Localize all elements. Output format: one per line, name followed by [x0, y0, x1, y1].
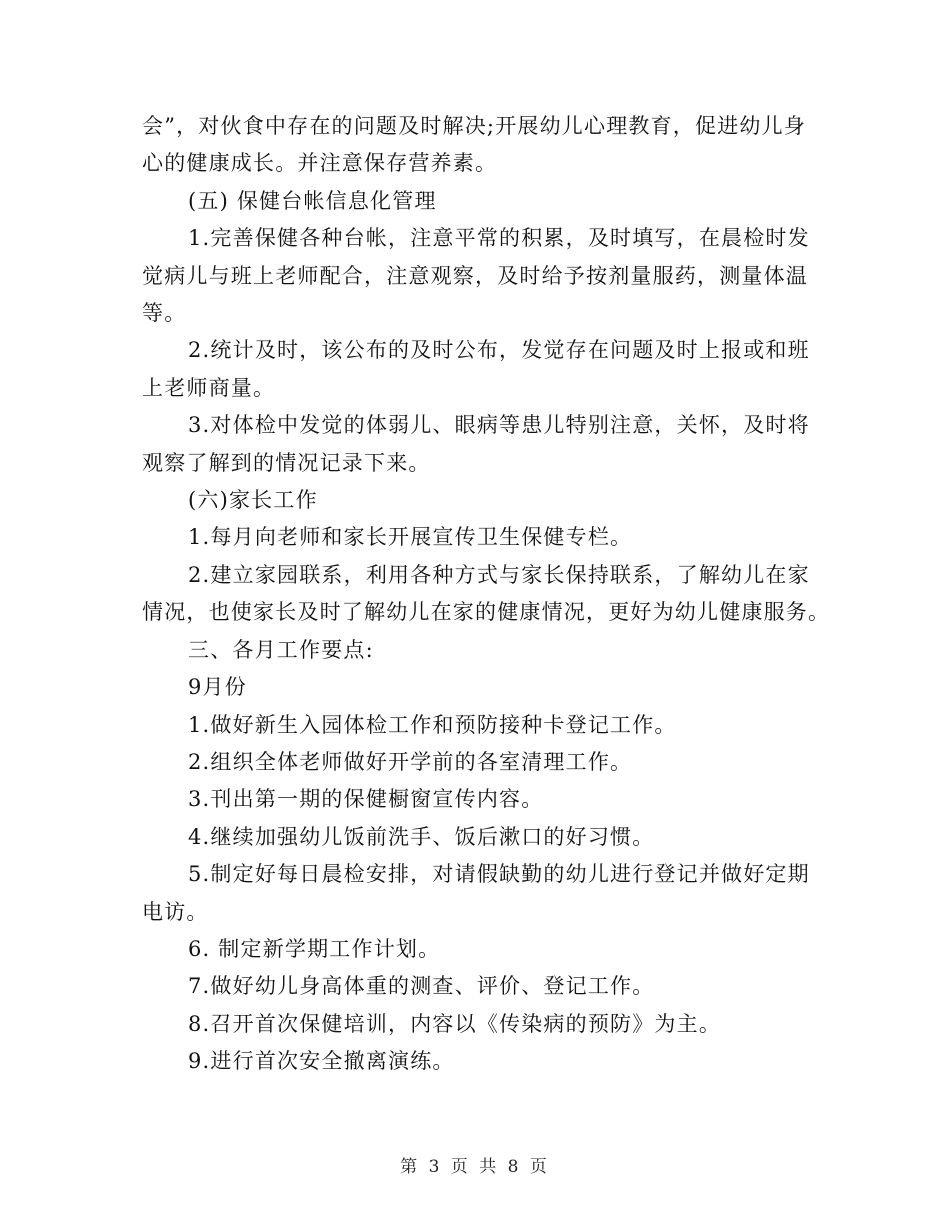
list-item: 6. 制定新学期工作计划。: [188, 936, 441, 961]
text-line: 会”，对伙食中存在的问题及时解决;开展幼儿心理教育，促进幼儿身: [142, 114, 807, 138]
list-item: 1.做好新生入园体检工作和预防接种卡登记工作。: [188, 712, 677, 737]
list-item: 5.制定好每日晨检安排，对请假缺勤的幼儿进行登记并做好定期: [188, 862, 810, 887]
text-line: 上老师商量。: [142, 375, 276, 400]
list-item: 3.刊出第一期的保健橱窗宣传内容。: [188, 787, 544, 812]
section-heading: (六)家长工作: [188, 488, 318, 513]
section-heading: 三、各月工作要点:: [188, 637, 374, 662]
list-item: 4.继续加强幼儿饭前洗手、饭后漱口的好习惯。: [188, 824, 655, 849]
list-item: 8.召开首次保健培训，内容以《传染病的预防》为主。: [188, 1011, 722, 1036]
text-line: 1.每月向老师和家长开展宣传卫生保健专栏。: [188, 525, 633, 550]
list-item-continuation: 电访。: [142, 899, 209, 924]
list-item: 7.做好幼儿身高体重的测查、评价、登记工作。: [188, 974, 655, 999]
text-line: 等。: [142, 301, 187, 326]
text-line: 2.统计及时，该公布的及时公布，发觉存在问题及时上报或和班: [188, 338, 810, 363]
document-body: [142, 108, 831, 1081]
text-line: 觉病儿与班上老师配合，注意观察，及时给予按剂量服药，测量体温: [142, 263, 808, 288]
month-heading: 9月份: [188, 675, 247, 700]
text-line: 2.建立家园联系，利用各种方式与家长保持联系，了解幼儿在家: [188, 562, 810, 587]
text-line: 1.完善保健各种台帐，注意平常的积累，及时填写，在晨检时发: [188, 226, 810, 251]
section-heading: (五) 保健台帐信息化管理: [188, 188, 437, 213]
list-item: 2.组织全体老师做好开学前的各室清理工作。: [188, 749, 633, 774]
text-line: 3.对体检中发觉的体弱儿、眼病等患儿特别注意，关怀，及时将: [188, 413, 810, 438]
page-number-footer: 第 3 页 共 8 页: [400, 1157, 550, 1177]
text-line: 心的健康成长。并注意保存营养素。: [142, 151, 498, 176]
text-line: 观察了解到的情况记录下来。: [142, 450, 431, 475]
list-item: 9.进行首次安全撤离演练。: [188, 1049, 455, 1074]
text-line: 情况，也使家长及时了解幼儿在家的健康情况，更好为幼儿健康服务。: [142, 600, 831, 625]
